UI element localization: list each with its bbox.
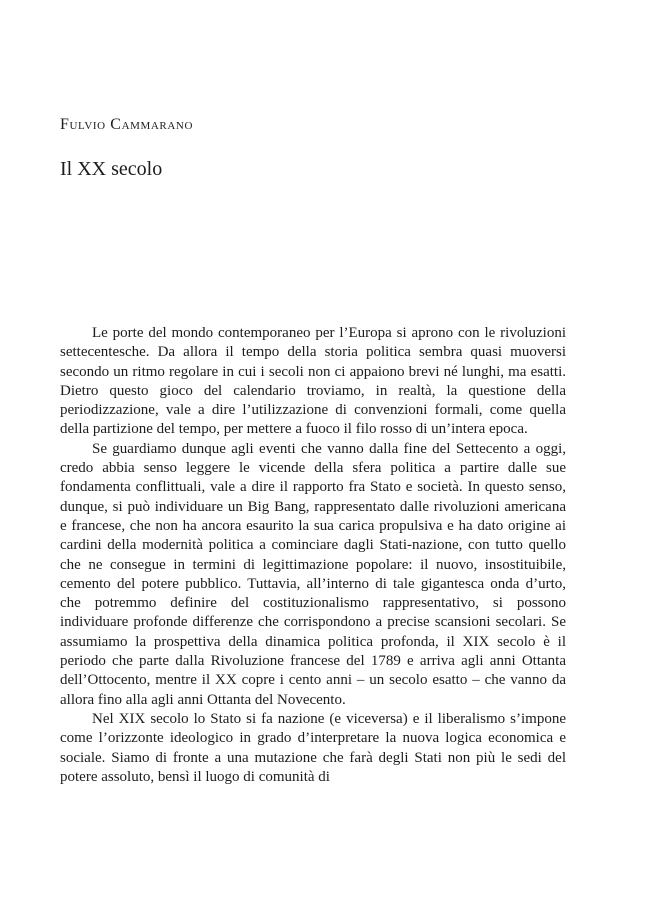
chapter-author: Fulvio Cammarano: [60, 116, 193, 133]
chapter-body: [60, 324, 566, 787]
chapter-title: Il XX secolo: [60, 158, 163, 180]
body-paragraph: Se guardiamo dunque agli eventi che vanno dalla fine del Settecento a oggi, credo abbia senso leggere le vicende della sfera politica a partire dalle sue fondamenta conflittuali, vale a dire il rapporto fra Stato e società. In questo senso, dunque, si può individuare un Big Bang, rappresentato dalle rivoluzioni americana e francese, che non ha ancora esaurito la sua carica propulsiva e ha dato origine ai cardini della modernità politica a cominciare dagli Stati-nazione, con tutto quello che ne consegue in termini di legittimazione popolare: il nuovo, insostituibile, cemento del potere pubblico. Tuttavia, all’interno di tale gigantesca onda d’urto, che potremmo definire del costituzionalismo rappresentativo, si possono individuare profonde differenze che corrispondono a precise scansioni secolari. Se assumiamo la prospettiva della dinamica politica profonda, il XIX secolo è il periodo che parte dalla Rivoluzione francese del 1789 e arriva agli anni Ottanta dell’Ottocento, mentre il XX copre i cento anni – un secolo esatto – che vanno da allora fino alla agli anni Ottanta del Novecento.: [60, 440, 566, 708]
body-paragraph: Nel XIX secolo lo Stato si fa nazione (e viceversa) e il liberalismo s’impone come l’orizzonte ideologico in grado d’interpretare la nuova logica economica e sociale. Siamo di fronte a una mutazione che farà degli Stati non più le sedi del potere assoluto, bensì il luogo di comunità di: [60, 710, 566, 785]
body-paragraph: Le porte del mondo contemporaneo per l’Europa si aprono con le rivoluzioni settecentesche. Da allora il tempo della storia politica sembra quasi muoversi secondo un ritmo regolare in cui i secoli non ci appaiono brevi né lunghi, ma esatti. Dietro questo gioco del calendario troviamo, in realtà, la questione della periodizzazione, vale a dire l’utilizzazione di convenzioni formali, come quella della partizione del tempo, per mettere a fuoco il filo rosso di un’intera epoca.: [60, 325, 566, 438]
